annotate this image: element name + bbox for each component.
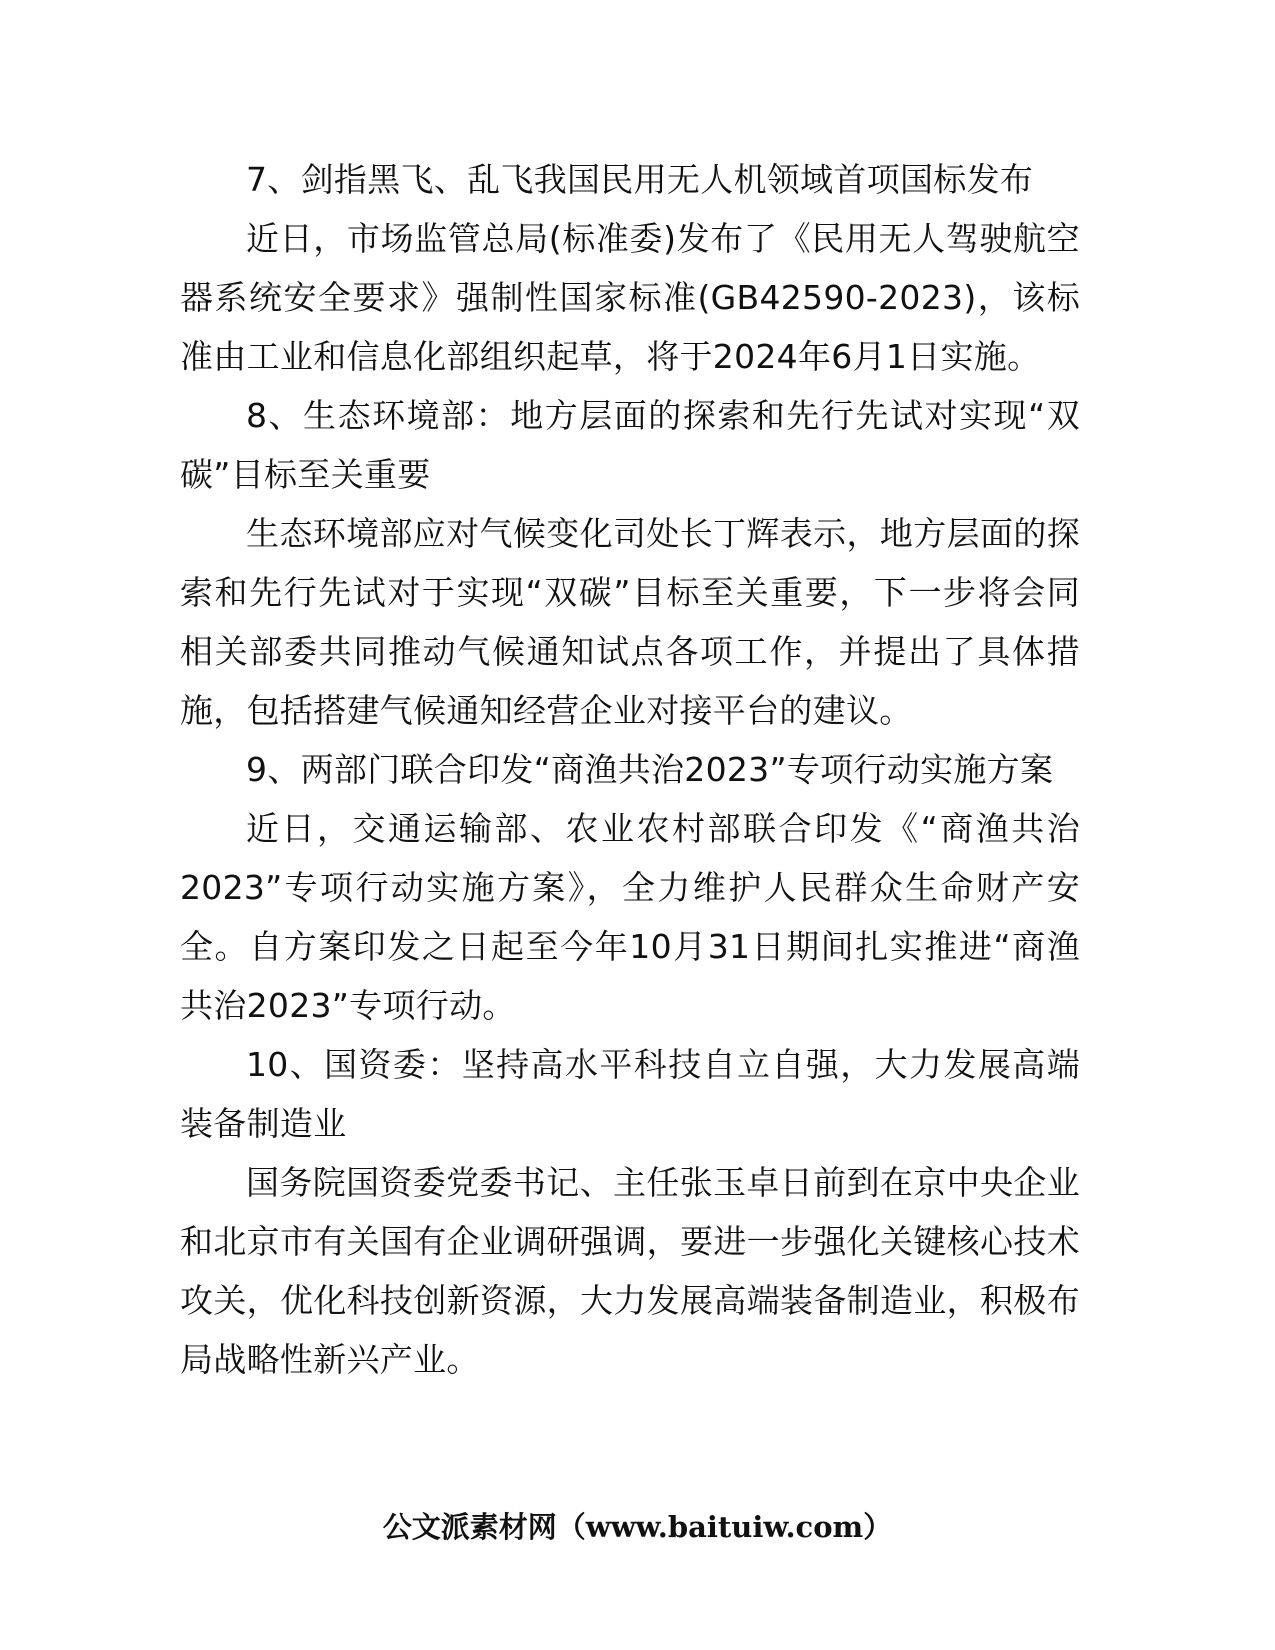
heading-item-7: 7、剑指黑飞、乱飞我国民用无人机领域首项国标发布 xyxy=(246,160,1034,199)
heading-item-8: 8、生态环境部：地方层面的探索和先行先试对实现“双碳”目标至关重要 xyxy=(180,396,1080,494)
paragraph-item-7: 近日，市场监管总局(标准委)发布了《民用无人驾驶航空器系统安全要求》强制性国家标准(GB42590-2023)，该标准由工业和信息化部组织起草，将于2024年6月1日实施。 xyxy=(180,219,1080,376)
heading-item-9: 9、两部门联合印发“商渔共治2023”专项行动实施方案 xyxy=(246,750,1054,789)
paragraph-item-9: 近日，交通运输部、农业农村部联合印发《“商渔共治2023”专项行动实施方案》，全力维护人民群众生命财产安全。自方案印发之日起至今年10月31日期间扎实推进“商渔共治2023”专项行动。 xyxy=(180,809,1080,1025)
document-body xyxy=(180,150,1080,1389)
footer-watermark-text: 公文派素材网（www.baituiw.com） xyxy=(382,1510,893,1544)
heading-item-10: 10、国资委：坚持高水平科技自立自强，大力发展高端装备制造业 xyxy=(180,1045,1080,1143)
paragraph-item-8: 生态环境部应对气候变化司处长丁辉表示，地方层面的探索和先行先试对于实现“双碳”目标至关重要，下一步将会同相关部委共同推动气候通知试点各项工作，并提出了具体措施，包括搭建气候通知经营企业对接平台的建议。 xyxy=(180,514,1080,730)
paragraph-item-10: 国务院国资委党委书记、主任张玉卓日前到在京中央企业和北京市有关国有企业调研强调，要进一步强化关键核心技术攻关，优化科技创新资源，大力发展高端装备制造业，积极布局战略性新兴产业。 xyxy=(180,1163,1080,1379)
